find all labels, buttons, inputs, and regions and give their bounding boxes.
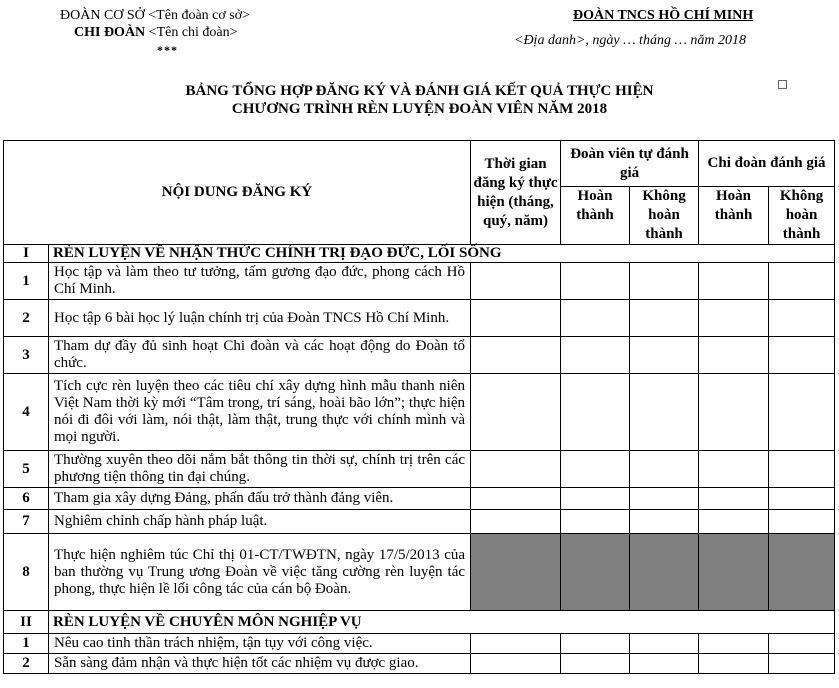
small-checkbox[interactable]: [778, 80, 787, 89]
row-number: 3: [4, 337, 49, 374]
title-line-1: BẢNG TỔNG HỢP ĐĂNG KÝ VÀ ĐÁNH GIÁ KẾT QUẢ THỰC HIỆN: [185, 83, 654, 99]
branch-done-cell[interactable]: [699, 534, 769, 611]
section-number: I: [4, 245, 49, 263]
time-cell[interactable]: [471, 534, 561, 611]
time-cell[interactable]: [471, 337, 561, 374]
branch-not-done-cell[interactable]: [769, 337, 835, 374]
right-org-header: ĐOÀN TNCS HỒ CHÍ MINH: [573, 8, 754, 23]
self-not-done-cell[interactable]: [630, 634, 699, 654]
document-title: [0, 82, 839, 118]
branch-done-cell[interactable]: [699, 451, 769, 488]
branch-evaluation-header: Chi đoàn đánh giá: [699, 141, 835, 187]
self-not-done-cell[interactable]: [630, 451, 699, 488]
section-number: II: [4, 611, 49, 634]
registration-table: [3, 140, 835, 674]
self-done-cell[interactable]: [561, 534, 630, 611]
section-title: RÈN LUYỆN VỀ NHẬN THỨC CHÍNH TRỊ ĐẠO ĐỨC, LỐI SỐNG: [49, 245, 835, 263]
stars-separator: ***: [157, 43, 178, 57]
branch-done-cell[interactable]: [699, 337, 769, 374]
self-not-done-cell[interactable]: [630, 534, 699, 611]
row-number: 5: [4, 451, 49, 488]
self-not-done-cell[interactable]: [630, 337, 699, 374]
row-content: Nghiêm chỉnh chấp hành pháp luật.: [49, 510, 471, 534]
row-number: 4: [4, 374, 49, 451]
table-row: [4, 488, 835, 510]
time-cell[interactable]: [471, 300, 561, 337]
title-line-2: CHƯƠNG TRÌNH RÈN LUYỆN ĐOÀN VIÊN NĂM 2018: [231, 101, 608, 117]
branch-not-done-cell[interactable]: [769, 300, 835, 337]
branch-not-done-cell[interactable]: [769, 534, 835, 611]
time-cell[interactable]: [471, 263, 561, 300]
row-content: Tham gia xây dựng Đảng, phấn đấu trở thành đảng viên.: [49, 488, 471, 510]
time-column-header: Thời gian đăng ký thực hiện (tháng, quý, năm): [471, 141, 561, 245]
branch-not-done-cell[interactable]: [769, 654, 835, 674]
self-done-cell[interactable]: [561, 451, 630, 488]
branch-done-cell[interactable]: [699, 634, 769, 654]
section-row: [4, 611, 835, 634]
self-done-cell[interactable]: [561, 634, 630, 654]
self-not-done-cell[interactable]: [630, 300, 699, 337]
row-number: 8: [4, 534, 49, 611]
table-row: [4, 374, 835, 451]
section-row: [4, 245, 835, 263]
branch-not-done-cell[interactable]: [769, 374, 835, 451]
branch-not-done-cell[interactable]: [769, 263, 835, 300]
row-number: 7: [4, 510, 49, 534]
row-number: 6: [4, 488, 49, 510]
row-content: Học tập 6 bài học lý luận chính trị của Đoàn TNCS Hồ Chí Minh.: [49, 300, 471, 337]
time-cell[interactable]: [471, 510, 561, 534]
row-number: 2: [4, 654, 49, 674]
self-done-cell[interactable]: [561, 263, 630, 300]
self-done-cell[interactable]: [561, 488, 630, 510]
table-body: [4, 245, 835, 674]
self-not-done-cell[interactable]: [630, 263, 699, 300]
row-content: Tham dự đầy đủ sinh hoạt Chi đoàn và các hoạt động do Đoàn tổ chức.: [49, 337, 471, 374]
self-not-done-cell[interactable]: [630, 654, 699, 674]
self-evaluation-header: Đoàn viên tự đánh giá: [561, 141, 699, 187]
self-not-done-header: Không hoàn thành: [630, 187, 699, 245]
time-cell[interactable]: [471, 451, 561, 488]
branch-not-done-cell[interactable]: [769, 488, 835, 510]
table-row: [4, 451, 835, 488]
self-done-header: Hoàn thành: [561, 187, 630, 245]
branch-label: CHI ĐOÀN: [74, 25, 146, 40]
branch-done-cell[interactable]: [699, 510, 769, 534]
self-done-cell[interactable]: [561, 337, 630, 374]
self-not-done-cell[interactable]: [630, 510, 699, 534]
left-org-header: ĐOÀN CƠ SỞ <Tên đoàn cơ sở>: [60, 8, 251, 23]
self-done-cell[interactable]: [561, 374, 630, 451]
table-row: [4, 263, 835, 300]
row-number: 1: [4, 634, 49, 654]
branch-not-done-cell[interactable]: [769, 451, 835, 488]
self-done-cell[interactable]: [561, 654, 630, 674]
section-title: RÈN LUYỆN VỀ CHUYÊN MÔN NGHIỆP VỤ: [49, 611, 835, 634]
branch-not-done-header: Không hoàn thành: [769, 187, 835, 245]
row-content: Tích cực rèn luyện theo các tiêu chí xây dựng hình mẫu thanh niên Việt Nam thời kỳ mới “Tâm trong, trí sáng, hoài bão lớn”; thực hiện nói đi đôi với làm, nói thật, làm thật, trung thực với chính mình và mọi người.: [49, 374, 471, 451]
time-cell[interactable]: [471, 374, 561, 451]
row-content: Thường xuyên theo dõi nắm bắt thông tin thời sự, chính trị trên các phương tiện thông tin đại chúng.: [49, 451, 471, 488]
place-date-line: <Địa danh>, ngày … tháng … năm 2018: [514, 33, 747, 48]
row-content: Học tập và làm theo tư tưởng, tấm gương đạo đức, phong cách Hồ Chí Minh.: [49, 263, 471, 300]
branch-not-done-cell[interactable]: [769, 634, 835, 654]
self-done-cell[interactable]: [561, 300, 630, 337]
row-content: Sẵn sàng đảm nhận và thực hiện tốt các nhiệm vụ được giao.: [49, 654, 471, 674]
self-not-done-cell[interactable]: [630, 374, 699, 451]
table-row: [4, 654, 835, 674]
branch-done-cell[interactable]: [699, 654, 769, 674]
branch-name-placeholder: <Tên chi đoàn>: [148, 25, 238, 40]
table-row: [4, 300, 835, 337]
branch-not-done-cell[interactable]: [769, 510, 835, 534]
table-row: [4, 634, 835, 654]
branch-done-cell[interactable]: [699, 300, 769, 337]
branch-done-header: Hoàn thành: [699, 187, 769, 245]
left-branch-header: [74, 25, 238, 41]
time-cell[interactable]: [471, 654, 561, 674]
row-number: 1: [4, 263, 49, 300]
content-column-header: NỘI DUNG ĐĂNG KÝ: [4, 141, 471, 245]
table-row: [4, 510, 835, 534]
row-content: Nêu cao tinh thần trách nhiệm, tận tụy với công việc.: [49, 634, 471, 654]
table-row: [4, 534, 835, 611]
branch-done-cell[interactable]: [699, 488, 769, 510]
branch-done-cell[interactable]: [699, 374, 769, 451]
branch-done-cell[interactable]: [699, 263, 769, 300]
time-cell[interactable]: [471, 488, 561, 510]
self-done-cell[interactable]: [561, 510, 630, 534]
row-content: Thực hiện nghiêm túc Chỉ thị 01-CT/TWĐTN, ngày 17/5/2013 của ban thường vụ Trung ương Đoàn về việc tăng cường rèn luyện tác phong, thực hiện lề lối công tác của cán bộ Đoàn.: [49, 534, 471, 611]
row-number: 2: [4, 300, 49, 337]
time-cell[interactable]: [471, 634, 561, 654]
table-row: [4, 337, 835, 374]
self-not-done-cell[interactable]: [630, 488, 699, 510]
